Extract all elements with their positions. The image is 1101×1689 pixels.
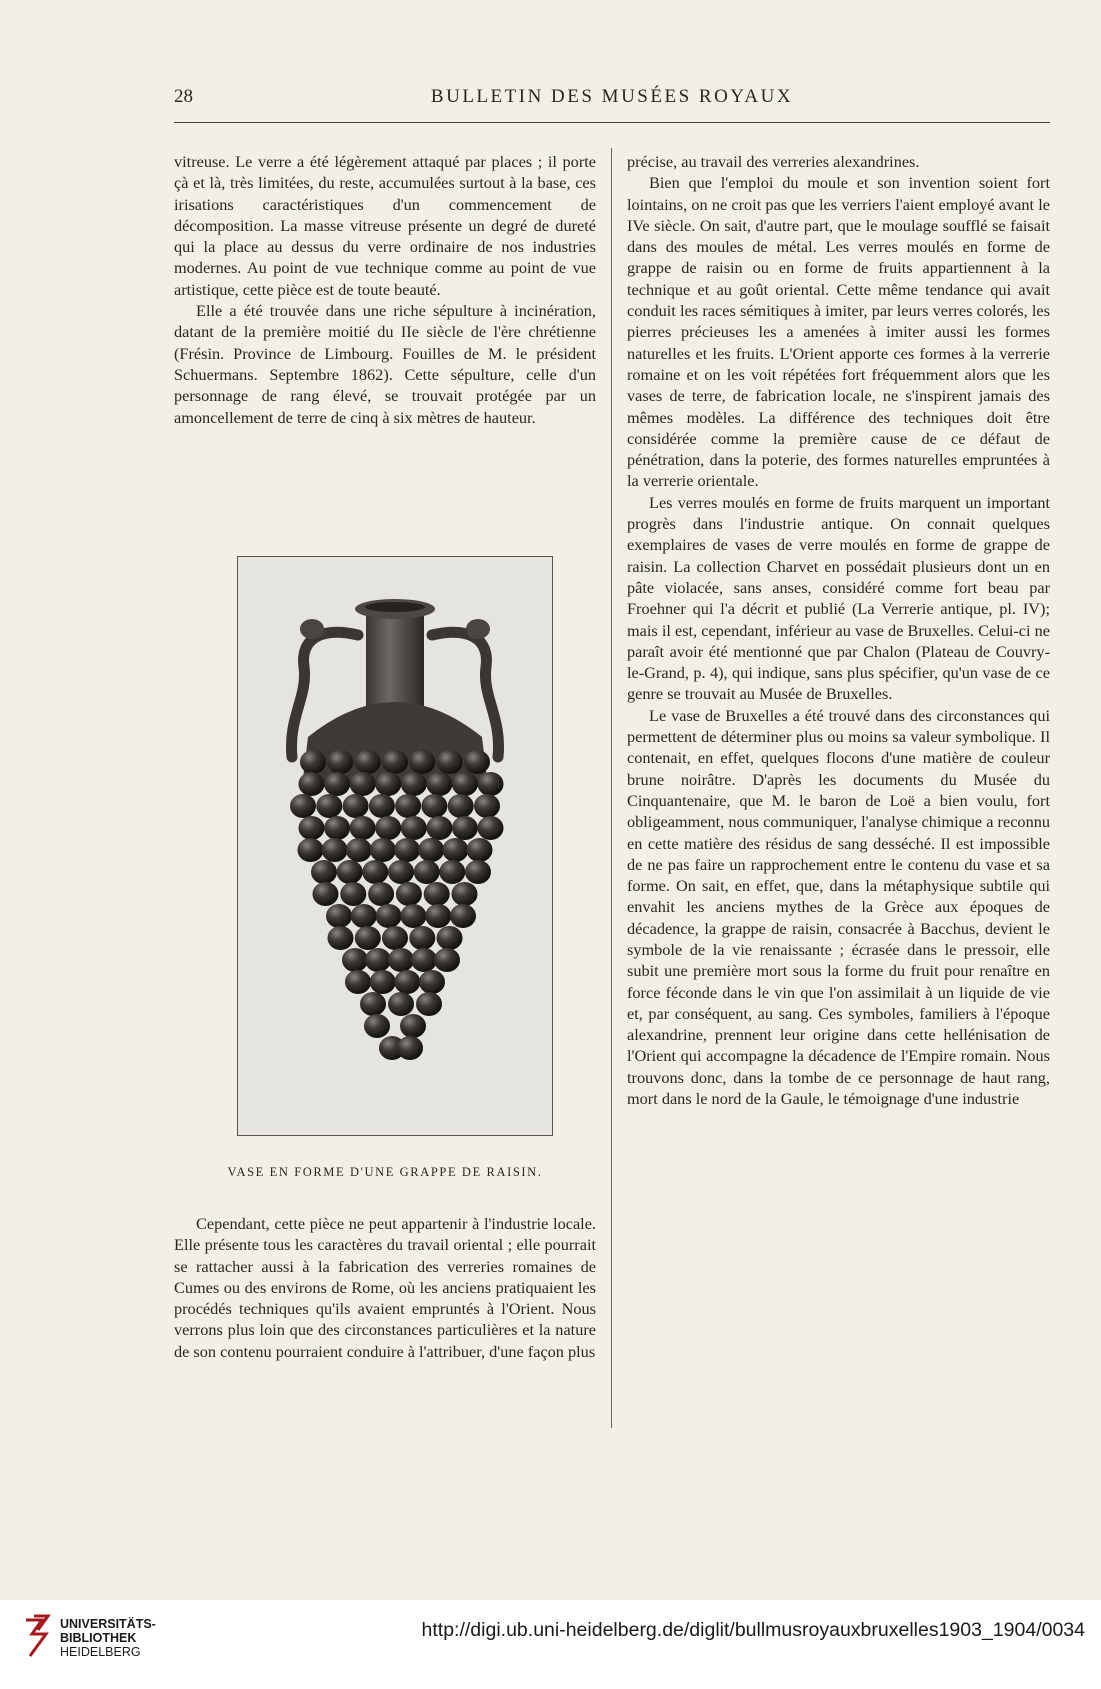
source-url[interactable]: http://digi.ub.uni-heidelberg.de/diglit/bullmusroyauxbruxelles1903_1904/0034 [421,1619,1085,1641]
paragraph: Bien que l'emploi du moule et son invention soient fort lointains, on ne croit pas que les verriers l'aient employé avant le IVe siècle. On sait, d'autre part, que le moulage soufflé se faisait dans des moules de métal. Les verres moulés en forme de grappe de raisin ou en forme de fruits appartiennent à la technique et au goût oriental. Cette même tendance qui avait conduit les races sémitiques à imiter, par leurs verres colorés, les pierres précieuses les a amenées à imiter aussi les formes naturelles et les fruits. L'Orient apporte ces formes à la verrerie romaine et on les voit répétées fort fréquemment alors que les vases de terre, de fabrication locale, ne s'inspirent jamais des mêmes modèles. La différence des techniques doit être considérée comme la première cause de ce défaut de pénétration, dans la poterie, des formes naturelles empruntées à la verrerie orientale. [627,173,1050,491]
library-name-line: UNIVERSITÄTS- [60,1617,156,1631]
figure-caption: VASE EN FORME D'UNE GRAPPE DE RAISIN. [227,1165,543,1179]
header-rule [174,122,1050,123]
paragraph: Elle a été trouvée dans une riche sépulture à incinération, datant de la première moitié du IIe siècle de l'ère chrétienne (Frésin. Province de Limbourg. Fouilles de M. le président Schuermans. Septembre 1862). Cette sépulture, celle d'un personnage de rang élevé, se trouvait protégée par un amoncellement de terre de cinq à six mètres de hauteur. [174,301,596,427]
paragraph: Le vase de Bruxelles a été trouvé dans des circonstances qui permettent de déterminer plus ou moins sa valeur symbolique. Il contenait, en effet, quelques flocons d'une matière de couleur brune noirâtre. D'après les documents du Musée du Cinquantenaire, que M. le baron de Loë a bien voulu, fort obligeamment, nous communiquer, l'analyse chimique a reconnu en cette matière des résidus de sang desséché. Il est impossible de ne pas faire un rapprochement entre le contenu du vase et sa forme. On sait, en effet, que, dans la métaphysique subtile qui envahit les anciens mythes de la Grèce aux époques de décadence, la grappe de raisin, consacrée à Bacchus, devient le symbole de la vie renaissante ; écrasée dans le pressoir, elle subit une première mort sous la forme du fruit pour renaître en force féconde dans le vin que l'on assimilait à un liquide de vie et, par conséquent, au sang. Ces symboles, familiers à l'époque alexandrine, prennent leur origine dans cette hellénisation de l'Orient qui accompagne la décadence de l'Empire romain. Nous trouvons donc, dans la tombe de ce personnage de haut rang, mort dans le nord de la Gaule, le témoignage d'une industrie [627,705,1050,1109]
right-column [627,151,1050,1109]
left-column-top [174,151,596,428]
library-name-line: BIBLIOTHEK [60,1631,137,1645]
digitization-footer [0,1600,1101,1689]
grape-vase-figure [237,556,553,1136]
running-title: BULLETIN DES MUSÉES ROYAUX [430,86,794,107]
paragraph: précise, au travail des verreries alexandrines. [627,152,920,171]
paragraph: Cependant, cette pièce ne peut appartenir à l'industrie locale. Elle présente tous les caractères du travail oriental ; elle pourrait se rattacher aussi à la fabrication des verreries romaines de Cumes ou des environs de Rome, où les anciens pratiquaient les procédés techniques qu'ils avaient empruntés à l'Orient. Nous verrons plus loin que des circonstances particulières et la nature de son contenu pourraient conduire à l'attribuer, d'une façon plus [174,1214,596,1361]
paragraph: Les verres moulés en forme de fruits marquent un important progrès dans l'industrie antique. On connait quelques exemplaires de vases de verre moulés en forme de grappe de raisin. La collection Charvet en possédait plusieurs dont un en pâte violacée, sans anses, considéré comme fort beau par Froehner qui l'a décrit et publié (La Verrerie antique, pl. IV); mais il est, cependant, inférieur au vase de Bruxelles. Celui-ci ne paraît avoir été mentionné que par Chalon (Plateau de Couvry-le-Grand, p. 4), qui indique, sans plus spécifier, qu'un vase de ce genre se trouvait au Musée de Bruxelles. [627,492,1050,704]
page-number: 28 [174,86,193,107]
library-name-line: HEIDELBERG [60,1645,141,1659]
paragraph: vitreuse. Le verre a été légèrement attaqué par places ; il porte çà et là, très limitées, du reste, accumulées surtout à la base, ces irisations caractéristiques d'un commencement de décomposition. La masse vitreuse présente un degré de dureté qui la place au dessus du verre ordinaire de nos industries modernes. Au point de vue technique comme au point de vue artistique, cette pièce est de toute beauté. [174,152,596,299]
library-name [60,1617,156,1659]
grape-vase-illustration [238,557,552,1135]
page-header [174,86,1050,116]
left-column-bottom [174,1213,596,1362]
library-logo-icon [22,1614,52,1660]
column-divider [611,148,612,1428]
